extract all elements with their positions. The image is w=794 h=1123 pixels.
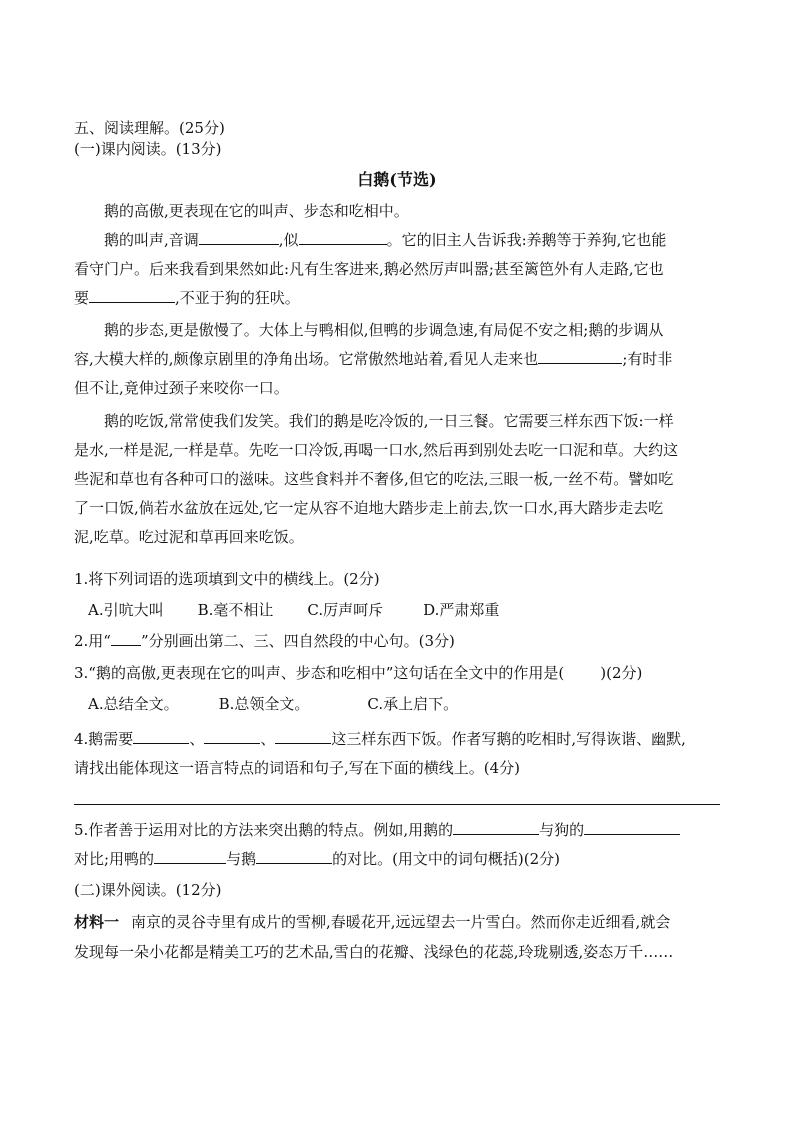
underline-sample: [111, 630, 141, 646]
section-title: 五、阅读理解。(25分): [74, 119, 225, 137]
answer-blank[interactable]: [133, 728, 189, 744]
answer-blank[interactable]: [256, 848, 332, 864]
material-label: 材料一: [74, 913, 120, 931]
paragraph-3-line-1: 鹅的步态,更是傲慢了。大体上与鸭相似,但鸭的步调急速,有局促不安之相;鹅的步调从: [104, 321, 664, 339]
option-d: D.严肃郑重: [423, 601, 500, 619]
paragraph-2-line-1: 鹅的叫声,音调 ,似 。它的旧主人告诉我:养鹅等于养狗,它也能: [104, 231, 667, 249]
answer-blank[interactable]: [204, 728, 260, 744]
option-c: C.承上启下。: [367, 695, 459, 713]
paragraph-4-line-4: 了一口饭,倘若水盆放在远处,它一定从容不迫地大踏步走上前去,饮一口水,再大踏步走去吃: [74, 499, 664, 517]
question-1-options: [88, 598, 499, 622]
option-a: A.总结全文。: [88, 695, 179, 713]
question-1-stem: 1.将下列词语的选项填到文中的横线上。(2分): [74, 570, 380, 588]
question-4-line-2: 请找出能体现这一语言特点的词语和句子,写在下面的横线上。(4分): [74, 759, 521, 777]
answer-blank[interactable]: [538, 348, 622, 364]
paragraph-2-line-3: 要 ,不亚于狗的狂吠。: [74, 289, 300, 307]
paragraph-2-line-2: 看守门户。后来我看到果然如此:凡有生客进来,鹅必然厉声叫嚣;甚至篱笆外有人走路,它也: [74, 260, 664, 278]
paragraph-3-line-3: 但不让,竟伸过颈子来咬你一口。: [74, 379, 289, 397]
paragraph-4-line-1: 鹅的吃饭,常常使我们发笑。我们的鹅是吃冷饭的,一日三餐。它需要三样东西下饭:一样: [104, 412, 674, 430]
answer-blank[interactable]: [299, 229, 387, 245]
material-1-line-1: 材料一 南京的灵谷寺里有成片的雪柳,春暖花开,远远望去一片雪白。然而你走近细看,就会: [74, 913, 671, 931]
option-b: B.总领全文。: [218, 695, 310, 713]
option-b: B.毫不相让: [197, 601, 274, 619]
answer-blank[interactable]: [89, 287, 175, 303]
question-3-options: [88, 692, 458, 716]
question-2: 2.用“ ”分别画出第二、三、四自然段的中心句。(3分): [74, 632, 455, 650]
paragraph-4-line-3: 些泥和草也有各种可口的滋味。这些食料并不奢侈,但它的吃法,三眼一板,一丝不苟。譬如吃: [74, 470, 674, 488]
answer-blank[interactable]: [584, 819, 680, 835]
part2-title: (二)课外阅读。(12分): [74, 881, 222, 899]
answer-blank[interactable]: [154, 848, 226, 864]
option-c: C.厉声呵斥: [307, 601, 384, 619]
answer-blank[interactable]: [453, 819, 539, 835]
question-5-line-1: 5.作者善于运用对比的方法来突出鹅的特点。例如,用鹅的 与狗的: [74, 818, 680, 842]
paragraph-4-line-5: 泥,吃草。吃过泥和草再回来吃饭。: [74, 528, 304, 546]
question-5-line-2: 对比;用鸭的 与鹅 的对比。(用文中的词句概括)(2分): [74, 850, 561, 868]
paragraph-4-line-2: 是水,一样是泥,一样是草。先吃一口冷饭,再喝一口水,然后再到别处去吃一口泥和草。大约这: [74, 441, 679, 459]
answer-line[interactable]: [74, 804, 720, 805]
material-1-line-2: 发现每一朵小花都是精美工巧的艺术品,雪白的花瓣、浅绿色的花蕊,玲珑剔透,姿态万千……: [74, 943, 674, 961]
question-3-stem: 3.“鹅的高傲,更表现在它的叫声、步态和吃相中”这句话在全文中的作用是( )(2分): [74, 664, 643, 682]
paragraph-1: 鹅的高傲,更表现在它的叫声、步态和吃相中。: [104, 202, 409, 220]
part1-title: (一)课内阅读。(13分): [74, 140, 222, 158]
option-a: A.引吭大叫: [88, 601, 164, 619]
answer-blank[interactable]: [199, 229, 279, 245]
answer-blank[interactable]: [275, 728, 331, 744]
paragraph-3-line-2: 容,大模大样的,颇像京剧里的净角出场。它常傲然地站着,看见人走来也 ;有时非: [74, 350, 673, 368]
question-4-line-1: 4.鹅需要 、 、 这三样东西下饭。作者写鹅的吃相时,写得诙谐、幽默,: [74, 730, 686, 748]
passage-title: 白鹅(节选): [357, 170, 437, 189]
